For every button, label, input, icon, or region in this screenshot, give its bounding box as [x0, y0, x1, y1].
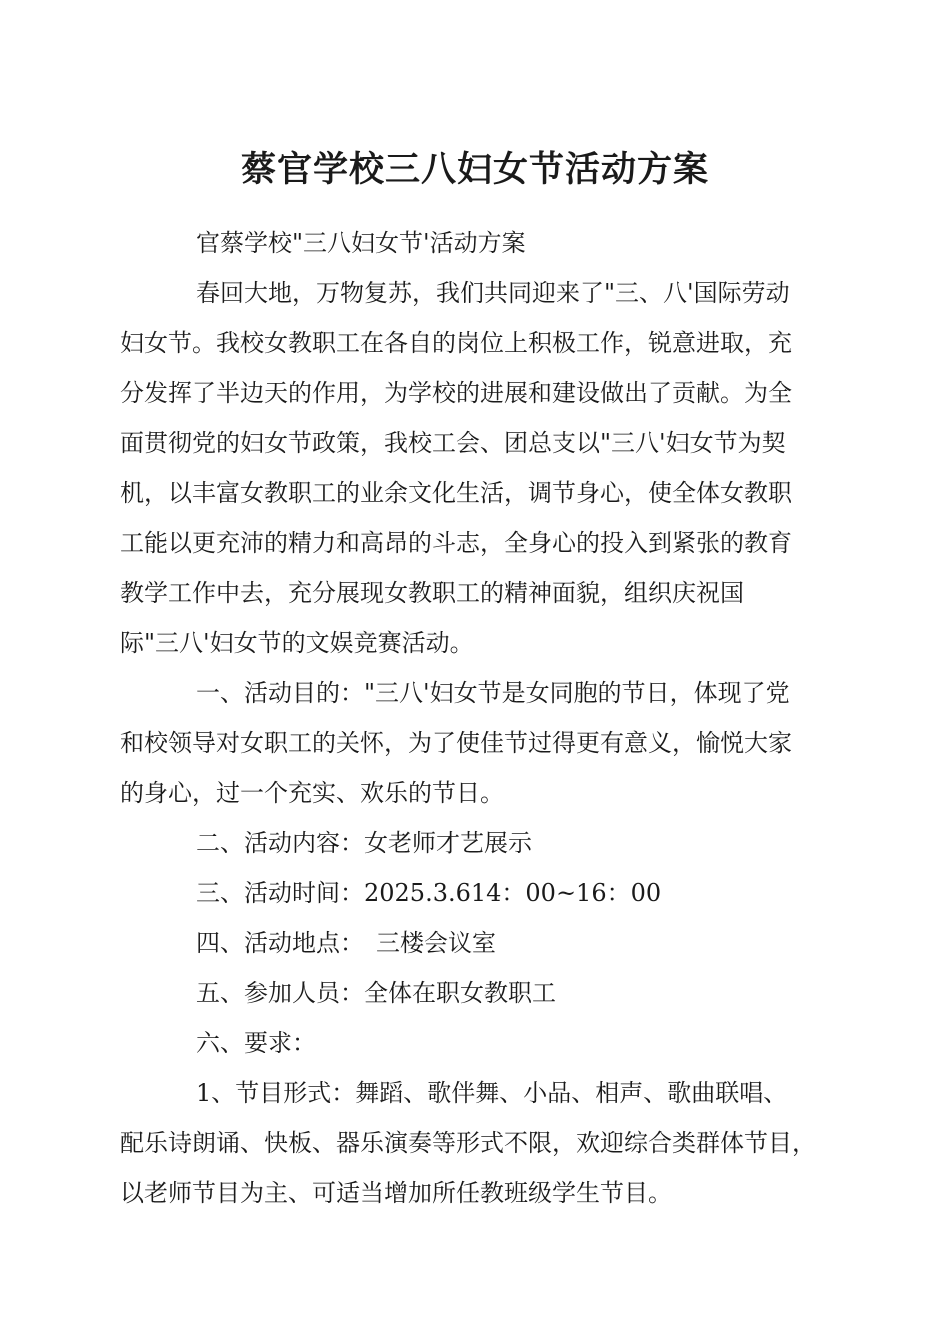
paragraph-purpose [120, 668, 832, 818]
paragraph-line: 以老师节目为主、可适当增加所任教班级学生节目。 [120, 1179, 672, 1207]
paragraph-line: 1、节目形式：舞蹈、歌伴舞、小品、相声、歌曲联唱、 [196, 1079, 788, 1107]
paragraph-line: 妇女节。我校女教职工在各自的岗位上积极工作，锐意进取，充 [120, 329, 792, 357]
document-body [120, 218, 832, 1218]
paragraph-line: 分发挥了半边天的作用，为学校的进展和建设做出了贡献。为全 [120, 379, 792, 407]
paragraph-requirements [120, 1018, 832, 1068]
document-title: 蔡官学校三八妇女节活动方案 [240, 149, 709, 190]
paragraph-time [120, 868, 832, 918]
paragraph-program-form [120, 1068, 850, 1218]
paragraph-line: 一、活动目的："三八'妇女节是女同胞的节日，体现了党 [196, 679, 790, 707]
paragraph-line: 教学工作中去，充分展现女教职工的精神面貌，组织庆祝国 [120, 579, 744, 607]
paragraph-line: 三、活动时间：2025.3.614：00~16：00 [196, 879, 662, 907]
paragraph-line: 四、活动地点： 三楼会议室 [196, 929, 496, 957]
paragraph-intro [120, 268, 832, 668]
paragraph-line: 官蔡学校"三八妇女节'活动方案 [196, 229, 526, 257]
paragraph-line: 春回大地，万物复苏，我们共同迎来了"三、八'国际劳动 [196, 279, 790, 307]
paragraph-subtitle [120, 218, 832, 268]
paragraph-line: 的身心，过一个充实、欢乐的节日。 [120, 779, 504, 807]
paragraph-content [120, 818, 832, 868]
paragraph-location [120, 918, 832, 968]
paragraph-line: 机，以丰富女教职工的业余文化生活，调节身心，使全体女教职 [120, 479, 792, 507]
paragraph-participants [120, 968, 832, 1018]
paragraph-line: 面贯彻党的妇女节政策，我校工会、团总支以"三八'妇女节为契 [120, 429, 786, 457]
paragraph-line: 配乐诗朗诵、快板、器乐演奏等形式不限，欢迎综合类群体节目， [120, 1129, 816, 1157]
paragraph-line: 五、参加人员：全体在职女教职工 [196, 979, 556, 1007]
paragraph-line: 工能以更充沛的精力和高昂的斗志，全身心的投入到紧张的教育 [120, 529, 792, 557]
paragraph-line: 和校领导对女职工的关怀，为了使佳节过得更有意义，愉悦大家 [120, 729, 792, 757]
paragraph-line: 二、活动内容：女老师才艺展示 [196, 829, 532, 857]
paragraph-line: 六、要求： [196, 1029, 316, 1057]
paragraph-line: 际"三八'妇女节的文娱竞赛活动。 [120, 629, 474, 657]
